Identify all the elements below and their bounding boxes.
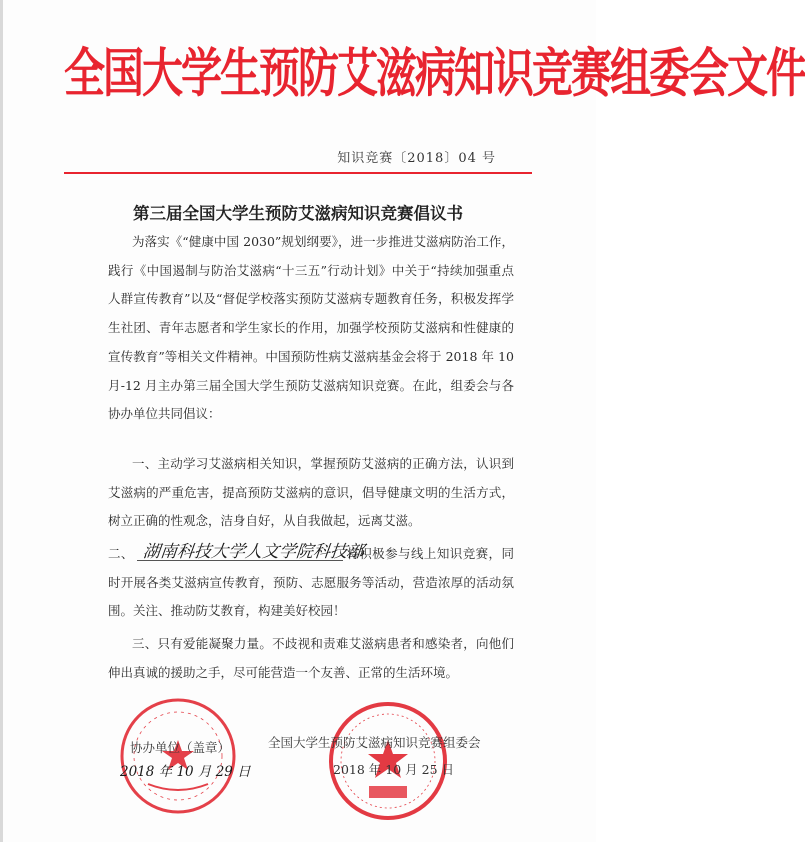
scan-edge <box>0 0 3 842</box>
header-divider <box>64 172 532 174</box>
document-number: 知识竞赛〔2018〕04 号 <box>337 151 496 166</box>
handwritten-unit-name: 湖南科技大学人文学院科技部 <box>141 542 365 562</box>
co-organizer-seal <box>118 696 238 816</box>
committee-date: 2018 年 10 月 25 日 <box>333 762 454 777</box>
initiative-item-3: 三、只有爱能凝聚力量。不歧视和责难艾滋病患者和感染者，向他们伸出真诚的援助之手，尽可能营造一个友善、正常的生活环境。 <box>108 636 514 680</box>
initiative-item-2 <box>108 540 514 626</box>
header-title: 全国大学生预防艾滋病知识竞赛组委会文件 <box>64 42 805 104</box>
item-2-text: 将积极参与线上知识竞赛，同时开展各类艾滋病宣传教育，预防、志愿服务等活动，营造浓厚的活动氛围。关注、推动防艾教育，构建美好校园！ <box>108 546 514 619</box>
initiative-item-1: 一、主动学习艾滋病相关知识，掌握预防艾滋病的正确方法，认识到艾滋病的严重危害，提高预防艾滋病的意识，倡导健康文明的生活方式，树立正确的性观念，洁身自好，从自我做起，远离艾滋。 <box>108 456 514 529</box>
co-organizer-handwritten-date: 2018 年 10 月 29 日 <box>120 764 251 780</box>
item-2-prefix: 二、 <box>108 546 134 561</box>
co-organizer-label: 协办单位（盖章） <box>130 740 231 755</box>
fill-in-blank <box>137 542 365 562</box>
document-title: 第三届全国大学生预防艾滋病知识竞赛倡议书 <box>133 204 463 223</box>
intro-paragraph: 为落实《“健康中国 2030”规划纲要》，进一步推进艾滋病防治工作，践行《中国遏制与防治艾滋病“十三五”行动计划》中关于“持续加强重点人群宣传教育”以及“督促学校落实预防艾滋病专题教育任务，积极发挥学生社团、青年志愿者和学生家长的作用，加强学校预防艾滋病和性健康的宣传教育”等相关文件精神。中国预防性病艾滋病基金会将于 2018 年 10 月-12 月主办第三届全国大学生预防艾滋病知识竞赛。在此，组委会与各协办单位共同倡议： <box>108 234 514 422</box>
committee-label: 全国大学生预防艾滋病知识竞赛组委会 <box>268 735 481 750</box>
